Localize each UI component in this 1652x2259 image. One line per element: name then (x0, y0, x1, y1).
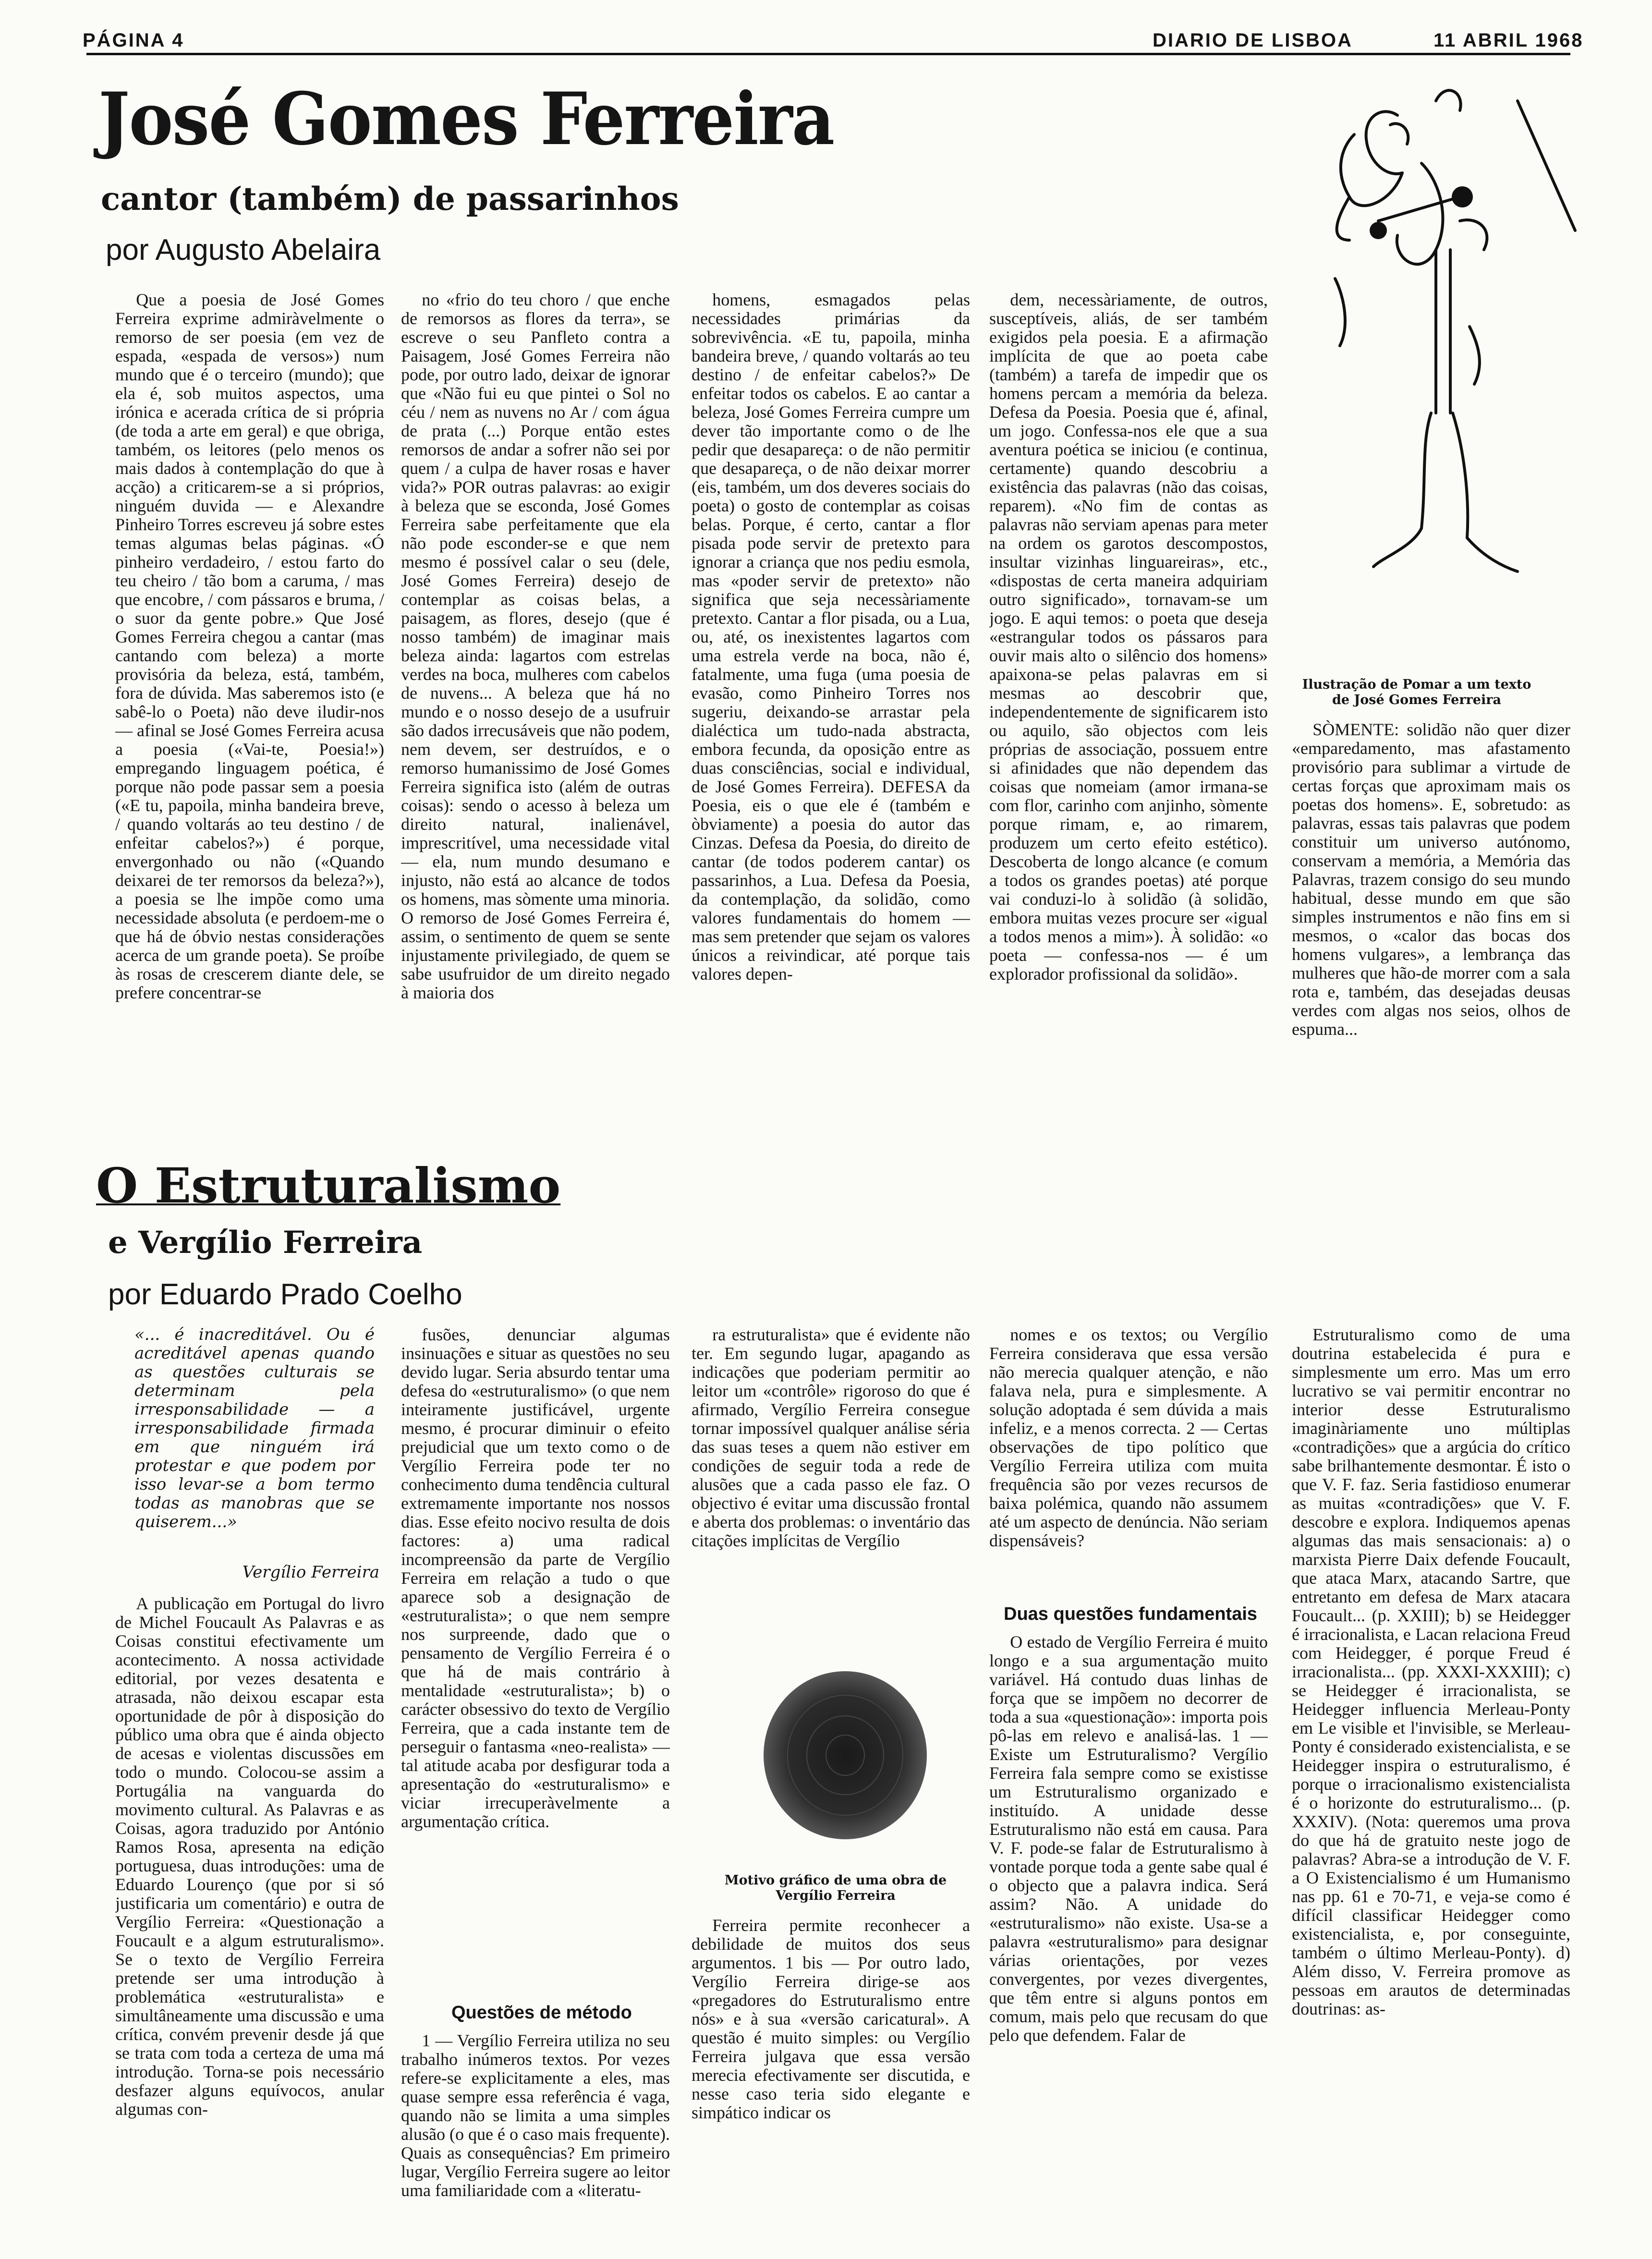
article2-subtitle: e Vergílio Ferreira (108, 1225, 423, 1261)
pomar-illustration (1277, 77, 1590, 653)
header-rule (86, 53, 1570, 55)
article2-column-3: ra estruturalista» que é evidente não ter. Em segundo lugar, apagando as indicações que poderiam permitir ao leitor um «contrôle» rigoroso do que é afirmado, Vergílio Ferreira consegue tornar impossível qualquer análise séria das suas teses a quem não estiver em condições de seguir toda a rede de alusões que a cada passo ele faz. O objectivo é evitar uma discussão frontal e aberta dos problemas: o inventário das citações implícitas de Vergílio (692, 1325, 970, 1550)
article1-column-4: dem, necessàriamente, de outros, susceptíveis, aliás, de ser também exigidos pela poesia. E a afirmação implícita de que ao poeta cabe (também) a tarefa de impedir que os homens percam a memória da beleza. Defesa da Poesia. Poesia que é, afinal, um jogo. Confessa-nos ele que a sua aventura poética se iniciou (e continua, certamente) quando descobriu a existência das palavras (não das coisas, reparem). «No fim de contas as palavras não serviam apenas para meter na ordem os garotos descompostos, insultar vizinhas linguareiras», etc., «dispostas de certa maneira adquiriam outro significado», tornavam-se um jogo. E aqui temos: o poeta que deseja «estrangular todos os pássaros para ouvir mais alto o silêncio dos homens» apaixona-se pelas palavras em si mesmas ao descobrir que, independentemente de significarem isto ou aquilo, são objectos com leis próprias de associação, possuem entre si afinidades que não dependem das coisas que nomeiam (amor irmana-se com flor, carinho com anjinho, sòmente porque rimam, e, ao rimarem, produzem um certo efeito estético). Descoberta de longo alcance (e comum a todos os grandes poetas) até porque vai conduzi-lo à solidão (à solidão, embora muitas vezes procure ser «igual a todos menos a mim»). À solidão: «o poeta — confessa-nos — é um explorador profissional da solidão». (989, 291, 1268, 984)
page-number: PÁGINA 4 (83, 30, 184, 51)
newspaper-name: DIARIO DE LISBOA (1153, 30, 1353, 51)
article2-column-2-bottom: 1 — Vergílio Ferreira utiliza no seu trabalho inúmeros textos. Por vezes refere-se explicitamente a eles, mas quase sempre essa referência é vaga, quando não se limita a uma simples alusão (o que é o caso mais frequente). Quais as consequências? Em primeiro lugar, Vergílio Ferreira sugere ao leitor uma familiaridade com a «literatu- (401, 2031, 670, 2200)
epigraph-author: Vergílio Ferreira (242, 1563, 379, 1582)
article1-column-3: homens, esmagados pelas necessidades primárias da sobrevivência. «E tu, papoila, minha bandeira breve, / quando voltarás ao teu destino / de enfeitar cabelos?» De enfeitar todos os cabelos. E ao cantar a beleza, José Gomes Ferreira cumpre um dever tão importante como o de lhe pedir que desapareça: o de não permitir que desapareça, o de não deixar morrer (eis, também, um dos deveres sociais do poeta) o gosto de contemplar as coisas belas. Porque, é certo, cantar a flor pisada pode servir de pretexto para ignorar a criança que nos pediu esmola, mas «poder servir de pretexto» não significa que seja necessàriamente pretexto. Cantar a flor pisada, ou a Lua, ou, até, os inexistentes lagartos com uma estrela verde na boca, não é, fatalmente, uma fuga (uma poesia de evasão, como Pinheiro Torres nos sugeriu, deixando-se arrastar pela dialéctica um tudo-nada abstracta, embora fecunda, da oposição entre as duas consciências, social e individual, de José Gomes Ferreira). DEFESA da Poesia, eis o que ele é (também e òbviamente) a poesia do autor das Cinzas. Defesa da Poesia, do direito de cantar (de todos poderem cantar) os passarinhos, a Lua. Defesa da Poesia, da contemplação, da solidão, como valores fundamentais do homem — mas sem pretender que sejam os valores únicos a reivindicar, até porque tais valores depen- (692, 291, 970, 984)
article2-column-2: fusões, denunciar algumas insinuações e situar as questões no seu devido lugar. Seria absurdo tentar uma defesa do «estruturalismo» (o que nem inteiramente justificável, urgente mesmo, é procurar diminuir o efeito prejudicial que um texto como o de Vergílio Ferreira pode ter no conhecimento duma tendência cultural extremamente importante nos nossos dias. Esse efeito nocivo resulta de dois factores: a) uma radical incompreensão da parte de Vergílio Ferreira em relação a tudo o que aparece sob a designação de «estruturalista»; o que nem sempre nos surpreende, dado que o pensamento de Vergílio Ferreira é o que há de mais contrário à mentalidade «estruturalista»; b) o carácter obsessivo do texto de Vergílio Ferreira, que a cada instante tem de perseguir o fantasma «neo-realista» — tal atitude acaba por desfigurar toda a apresentação do «estruturalismo» e viciar irrecuperàvelmente a argumentação crítica. (401, 1325, 670, 1831)
article1-subtitle: cantor (também) de passarinhos (101, 180, 679, 218)
image-caption: Motivo gráfico de uma obra de Vergílio Ferreira (724, 1873, 947, 1903)
article2-title: O Estruturalismo (96, 1157, 561, 1214)
article2-column-1: A publicação em Portugal do livro de Michel Foucault As Palavras e as Coisas constitui efectivamente um acontecimento. A nossa actividade editorial, por vezes desatenta e atrasada, não deixou escapar esta oportunidade de pôr à disposição do público uma obra que é ainda objecto de acesas e violentas discussões em todo o mundo. Colocou-se assim a Portugália na vanguarda do movimento cultural. As Palavras e as Coisas, agora traduzido por António Ramos Rosa, apresenta na edição portuguesa, duas introduções: uma de Eduardo Lourenço (que por si só justificaria um comentário) e outra de Vergílio Ferreira: «Questionação a Foucault e a algum estruturalismo». Se o texto de Vergílio Ferreira pretende ser uma introdução à problemática «estruturalista» e simultâneamente uma discussão e uma crítica, convém prevenir desde já que se trata com toda a certeza de uma má introdução. Torna-se pois necessário desfazer alguns equívocos, anular algumas con- (115, 1594, 384, 2119)
article1-byline: por Augusto Abelaira (106, 233, 381, 267)
issue-date: 11 ABRIL 1968 (1433, 30, 1584, 51)
illustration-caption: Ilustração de Pomar a um texto de José Gomes Ferreira (1302, 677, 1531, 707)
article2-byline: por Eduardo Prado Coelho (108, 1278, 462, 1311)
article1-column-1: Que a poesia de José Gomes Ferreira exprime admiràvelmente o remorso de ser poesia (em vez de espada, «espada de versos») num mundo que é o terceiro (mundo); que ela é, sob muitos aspectos, uma irónica e acerada crítica de si própria (de toda a arte em geral) e que obriga, também, os leitores (pelo menos os mais dados à contemplação do que à acção) a criticarem-se a si próprios, ninguém duvida — e Alexandre Pinheiro Torres escreveu já sobre estes temas algumas belas páginas. «Ó pinheiro verdadeiro, / estou farto do teu cheiro / tão bom a caruma, / mas que encobre, / com pássaros e bruma, / o suor da gente pobre.» Que José Gomes Ferreira chegou a cantar (mas cantando com beleza) a morte provisória da beleza, está, também, fora de dúvida. Mas saberemos isto (e sabê-lo o Poeta) não deve iludir-nos — afinal se José Gomes Ferreira acusa a poesia («Vai-te, Poesia!») empregando linguagem poética, é porque não pode passar sem a poesia («E tu, papoila, minha bandeira breve, / quando voltarás ao teu destino / de enfeitar cabelos?») é porque, envergonhado ou não («Quando deixarei de ter remorsos da beleza?»), a poesia se lhe impõe como uma necessidade absoluta (e perdoem-me o que há de óbvio nestas considerações acerca de um grande poeta). Se proíbe às rosas de crescerem diante dele, se prefere concentrar-se (115, 291, 384, 1002)
epigraph: «... é inacreditável. Ou é acreditável apenas quando as questões culturais se determinam pela irresponsabilidade — a irresponsabilidade firmada em que ninguém irá protestar e que podem por isso levar-se a bom termo todas as manobras que se quiserem...» (134, 1325, 375, 1531)
article2-column-4: nomes e os textos; ou Vergílio Ferreira considerava que essa versão não merecia qualquer atenção, e não falava nela, pura e simplesmente. A solução adoptada é sem dúvida a mais infeliz, e a menos correcta. 2 — Certas observações de tipo político que Vergílio Ferreira utiliza com muita frequência são por vezes recursos de baixa polémica, quando não assumem até um aspecto de denúncia. Não seriam dispensáveis? (989, 1325, 1268, 1550)
article1-title: José Gomes Ferreira (98, 77, 834, 161)
article2-column-5: Estruturalismo como de uma doutrina estabelecida é pura e simplesmente um erro. Mas um erro lucrativo se vai permitir encontrar no interior desse Estruturalismo imaginàriamente uno múltiplas «contradições» que a argúcia do crítico sabe brilhantemente desmontar. É isto o que V. F. faz. Seria fastidioso enumerar as muitas «contradições» que V. F. descobre e explora. Indiquemos apenas algumas das mais sensacionais: a) o marxista Pierre Daix defende Foucault, que ataca Marx, atacando Sartre, que entretanto em defesa de Marx atacara Foucault... (p. XXIII); b) se Heidegger é irracionalista, e Lacan relaciona Freud com Heidegger, é porque Freud é irracionalista... (pp. XXXI-XXXIII); c) se Heidegger é irracionalista, se Heidegger influencia Merleau-Ponty em Le visible et l'invisible, se Merleau-Ponty é considerado existencialista, e se Heidegger inspira o estruturalismo, é porque o irracionalismo existencialista é o horizonte do estruturalismo... (p. XXXIV). (Nota: queremos uma prova do que há de gratuito neste jogo de palavras? Abra-se a introdução de V. F. a O Existencialismo é um Humanismo nas pp. 61 e 70-71, e veja-se como é difícil classificar Heidegger como existencialista, e, por conseguinte, também o último Merleau-Ponty). d) Além disso, V. Ferreira promove as pessoas em arautos de determinadas doutrinas: as- (1292, 1325, 1570, 2018)
article1-column-5: SÒMENTE: solidão não quer dizer «emparedamento, mas afastamento provisório para sublimar a virtude de certas forças que aproximam mais os poetas dos homens». E, sobretudo: as palavras, essas tais palavras que podem constituir um universo autónomo, conservam a memória, a Memória das Palavras, trazem consigo do seu mundo habitual, desse mundo em que são simples instrumentos e não fins em si mesmos, o «calor das bocas dos homens vulgares», a lembrança das mulheres que hão-de morrer com a sala rota e, também, das desejadas deusas verdes com algas nos seios, olhos de espuma... (1292, 720, 1570, 1039)
article2-column-3-bottom: Ferreira permite reconhecer a debilidade de muitos dos seus argumentos. 1 bis — Por outro lado, Vergílio Ferreira dirige-se aos «pregadores do Estruturalismo entre nós» e à sua «versão caricatural». A questão é muito simples: ou Vergílio Ferreira julgava que essa versão merecia efectivamente ser discutida, e nesse caso teria sido elegante e simpático indicar os (692, 1916, 970, 2122)
article1-column-2: no «frio do teu choro / que enche de remorsos as flores da terra», se escreve o seu Panfleto contra a Paisagem, José Gomes Ferreira não pode, por outro lado, deixar de ignorar que «Não fui eu que pintei o Sol no céu / nem as nuvens no Ar / com água de prata (...) Porque então estes remorsos de andar a sofrer não sei por quem / a culpa de haver rosas e haver vida?» POR outras palavras: ao exigir à beleza que se esconda, José Gomes Ferreira sabe perfeitamente que ela não pode esconder-se e que nem mesmo é possível calar o seu (dele, José Gomes Ferreira) desejo de contemplar as coisas belas, a paisagem, as flores, desejo (que é nosso também) de imaginar mais beleza ainda: lagartos com estrelas verdes na boca, mulheres com cabelos de nuvens... A beleza que há no mundo e o nosso desejo de a usufruir são dados irrecusáveis que não podem, nem devem, ser destruídos, e o remorso humanissimo de José Gomes Ferreira significa isto (além de outras coisas): sendo o acesso à beleza um direito natural, inalienável, imprescritível, uma necessidade vital — ela, num mundo desumano e injusto, não está ao alcance de todos os homens, mas sòmente uma minoria. O remorso de José Gomes Ferreira é, assim, o sentimento de quem se sente injustamente privilegiado, de quem se sabe usufruidor de um direito negado à maioria dos (401, 291, 670, 1002)
heading-duas-questoes: Duas questões fundamentais (1004, 1604, 1257, 1624)
graphic-motif-image (720, 1666, 970, 1844)
article2-column-4-bottom: O estado de Vergílio Ferreira é muito longo e a sua argumentação muito variável. Há contudo duas linhas de força que se impõem no decorrer de toda a sua «questionação»: importa pois pô-las em relevo e analisá-las. 1 — Existe um Estruturalismo? Vergílio Ferreira fala sempre como se existisse um Estruturalismo organizado e instituído. A unidade desse Estruturalismo não está em causa. Para V. F. pode-se falar de Estruturalismo à vontade porque toda a gente sabe qual é o objecto que a palavra indica. Será assim? Não. A unidade do «estruturalismo» não existe. Usa-se a palavra «estruturalismo» para designar várias orientações, por vezes convergentes, por vezes divergentes, que têm entre si alguns pontos em comum, mais pelo que recusam do que pelo que defendem. Falar de (989, 1633, 1268, 2045)
heading-questoes-de-metodo: Questões de método (451, 2003, 632, 2023)
